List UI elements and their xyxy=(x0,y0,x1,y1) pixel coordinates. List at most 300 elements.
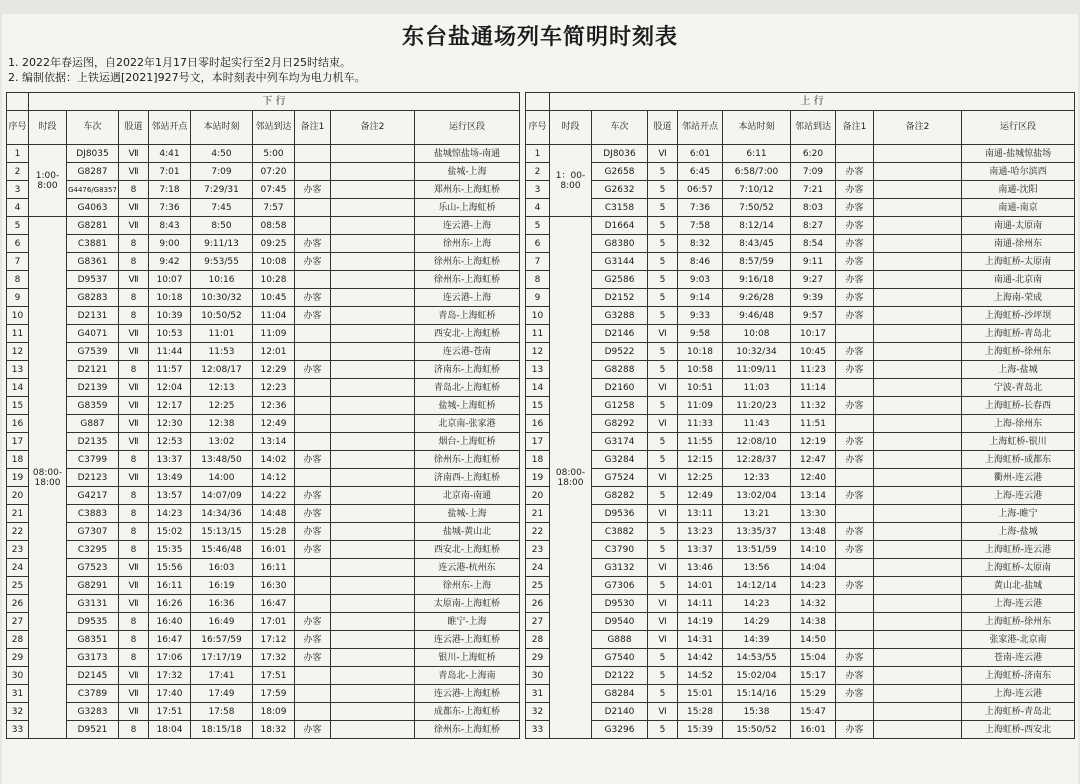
cell-next-arrive: 11:09 xyxy=(253,325,295,343)
table-row xyxy=(7,433,520,451)
cell-seq: 26 xyxy=(7,595,29,613)
cell-train: G8359 xyxy=(67,397,119,415)
cell-track: 5 xyxy=(648,289,678,307)
cell-section: 徐州东-上海虹桥 xyxy=(415,253,520,271)
cell-remark2 xyxy=(331,217,415,235)
cell-station-time: 12:28/37 xyxy=(723,451,791,469)
header-track: 股道 xyxy=(648,111,678,145)
cell-next-arrive: 07:45 xyxy=(253,181,295,199)
table-row xyxy=(7,577,520,595)
cell-next-arrive: 08:58 xyxy=(253,217,295,235)
cell-section: 宁波-青岛北 xyxy=(962,379,1075,397)
cell-next-arrive: 14:32 xyxy=(791,595,836,613)
cell-train: D9522 xyxy=(592,343,648,361)
cell-station-time: 17:49 xyxy=(191,685,253,703)
up-timetable xyxy=(525,92,1075,739)
cell-station-time: 7:29/31 xyxy=(191,181,253,199)
cell-section: 上海虹桥-太原南 xyxy=(962,559,1075,577)
cell-remark1 xyxy=(295,577,331,595)
cell-station-time: 14:29 xyxy=(723,613,791,631)
cell-section: 徐州东-上海 xyxy=(415,577,520,595)
cell-train: G8361 xyxy=(67,253,119,271)
cell-remark2 xyxy=(331,649,415,667)
cell-track: Ⅶ xyxy=(119,577,149,595)
cell-train: G888 xyxy=(592,631,648,649)
cell-station-time: 14:39 xyxy=(723,631,791,649)
cell-remark2 xyxy=(874,181,962,199)
cell-remark1 xyxy=(836,325,874,343)
header-remark2: 备注2 xyxy=(874,111,962,145)
cell-seq: 22 xyxy=(526,523,550,541)
cell-seq: 21 xyxy=(7,505,29,523)
cell-station-time: 12:13 xyxy=(191,379,253,397)
cell-section: 上海虹桥-徐州东 xyxy=(962,613,1075,631)
cell-section: 黄山北-盐城 xyxy=(962,577,1075,595)
cell-prev-depart: 11:44 xyxy=(149,343,191,361)
cell-train: G8281 xyxy=(67,217,119,235)
header-section: 运行区段 xyxy=(415,111,520,145)
cell-seq: 33 xyxy=(7,721,29,739)
cell-period: 1:00-8:00 xyxy=(29,145,67,217)
cell-section: 上海-盐城 xyxy=(962,361,1075,379)
cell-seq: 9 xyxy=(7,289,29,307)
cell-section: 上海南-荣成 xyxy=(962,289,1075,307)
cell-section: 上海-徐州东 xyxy=(962,415,1075,433)
cell-next-arrive: 14:23 xyxy=(791,577,836,595)
cell-section: 北京南-南通 xyxy=(415,487,520,505)
cell-remark2 xyxy=(874,559,962,577)
table-row xyxy=(7,415,520,433)
cell-track: 5 xyxy=(648,307,678,325)
cell-track: Ⅶ xyxy=(119,667,149,685)
cell-remark2 xyxy=(874,415,962,433)
cell-section: 青岛-上海虹桥 xyxy=(415,307,520,325)
cell-remark1 xyxy=(295,379,331,397)
cell-next-arrive: 6:20 xyxy=(791,145,836,163)
cell-section: 徐州东-上海虹桥 xyxy=(415,721,520,739)
cell-track: Ⅶ xyxy=(119,163,149,181)
cell-next-arrive: 12:23 xyxy=(253,379,295,397)
cell-train: D9530 xyxy=(592,595,648,613)
cell-remark1 xyxy=(836,703,874,721)
cell-station-time: 9:16/18 xyxy=(723,271,791,289)
cell-seq: 1 xyxy=(7,145,29,163)
cell-next-arrive: 5:00 xyxy=(253,145,295,163)
cell-next-arrive: 16:01 xyxy=(253,541,295,559)
cell-remark2 xyxy=(331,271,415,289)
table-row xyxy=(7,163,520,181)
cell-section: 成都东-上海虹桥 xyxy=(415,703,520,721)
cell-next-arrive: 11:23 xyxy=(791,361,836,379)
cell-track: Ⅵ xyxy=(648,595,678,613)
cell-prev-depart: 15:28 xyxy=(678,703,723,721)
cell-prev-depart: 15:35 xyxy=(149,541,191,559)
cell-remark2 xyxy=(331,379,415,397)
cell-prev-depart: 10:18 xyxy=(678,343,723,361)
cell-next-arrive: 10:28 xyxy=(253,271,295,289)
cell-remark2 xyxy=(874,631,962,649)
cell-next-arrive: 12:49 xyxy=(253,415,295,433)
cell-prev-depart: 7:36 xyxy=(678,199,723,217)
cell-section: 徐州东-上海 xyxy=(415,235,520,253)
cell-section: 南通-徐州东 xyxy=(962,235,1075,253)
cell-station-time: 11:01 xyxy=(191,325,253,343)
cell-remark2 xyxy=(874,253,962,271)
cell-remark1: 办客 xyxy=(836,253,874,271)
cell-train: G3131 xyxy=(67,595,119,613)
table-row xyxy=(526,325,1075,343)
cell-station-time: 7:09 xyxy=(191,163,253,181)
table-row xyxy=(526,559,1075,577)
cell-section: 苍南-连云港 xyxy=(962,649,1075,667)
cell-next-arrive: 13:48 xyxy=(791,523,836,541)
cell-remark2 xyxy=(331,163,415,181)
cell-train: D9536 xyxy=(592,505,648,523)
table-row xyxy=(526,703,1075,721)
cell-remark1 xyxy=(836,415,874,433)
cell-next-arrive: 16:01 xyxy=(791,721,836,739)
table-row xyxy=(7,307,520,325)
cell-station-time: 8:50 xyxy=(191,217,253,235)
cell-station-time: 16:19 xyxy=(191,577,253,595)
table-row xyxy=(526,199,1075,217)
cell-section: 连云港-上海 xyxy=(415,289,520,307)
table-row xyxy=(7,469,520,487)
cell-next-arrive: 13:30 xyxy=(791,505,836,523)
cell-section: 徐州东-上海虹桥 xyxy=(415,271,520,289)
cell-remark2 xyxy=(874,325,962,343)
cell-section: 连云港-上海虹桥 xyxy=(415,685,520,703)
cell-next-arrive: 17:59 xyxy=(253,685,295,703)
cell-train: G3173 xyxy=(67,649,119,667)
cell-train: D9521 xyxy=(67,721,119,739)
cell-remark1 xyxy=(295,595,331,613)
table-row xyxy=(526,649,1075,667)
header-track: 股道 xyxy=(119,111,149,145)
cell-train: G7523 xyxy=(67,559,119,577)
cell-station-time: 15:50/52 xyxy=(723,721,791,739)
cell-remark1 xyxy=(295,469,331,487)
cell-track: Ⅵ xyxy=(648,145,678,163)
cell-track: 8 xyxy=(119,613,149,631)
cell-track: Ⅵ xyxy=(648,325,678,343)
cell-next-arrive: 12:19 xyxy=(791,433,836,451)
cell-seq: 23 xyxy=(7,541,29,559)
cell-prev-depart: 15:39 xyxy=(678,721,723,739)
cell-prev-depart: 6:45 xyxy=(678,163,723,181)
page-title: 东台盐通场列车简明时刻表 xyxy=(401,25,678,50)
table-row xyxy=(7,685,520,703)
cell-train: D2140 xyxy=(592,703,648,721)
cell-track: 5 xyxy=(648,487,678,505)
cell-train: C3790 xyxy=(592,541,648,559)
cell-station-time: 8:43/45 xyxy=(723,235,791,253)
cell-section: 连云港-杭州东 xyxy=(415,559,520,577)
cell-train: G8380 xyxy=(592,235,648,253)
cell-seq: 17 xyxy=(526,433,550,451)
cell-seq: 32 xyxy=(7,703,29,721)
cell-track: 5 xyxy=(648,361,678,379)
cell-track: 8 xyxy=(119,235,149,253)
header-remark1: 备注1 xyxy=(295,111,331,145)
table-row xyxy=(7,631,520,649)
cell-remark1: 办客 xyxy=(836,289,874,307)
cell-remark2 xyxy=(874,307,962,325)
cell-track: Ⅶ xyxy=(119,199,149,217)
cell-prev-depart: 16:40 xyxy=(149,613,191,631)
cell-train: G8292 xyxy=(592,415,648,433)
cell-train: D2146 xyxy=(592,325,648,343)
cell-next-arrive: 8:27 xyxy=(791,217,836,235)
cell-train: D9537 xyxy=(67,271,119,289)
cell-track: 5 xyxy=(648,451,678,469)
cell-train: G2632 xyxy=(592,181,648,199)
cell-section: 上海-连云港 xyxy=(962,595,1075,613)
cell-track: Ⅵ xyxy=(648,415,678,433)
cell-seq: 27 xyxy=(7,613,29,631)
cell-remark2 xyxy=(874,667,962,685)
cell-prev-depart: 10:18 xyxy=(149,289,191,307)
cell-station-time: 13:35/37 xyxy=(723,523,791,541)
cell-remark1: 办客 xyxy=(836,541,874,559)
cell-remark2 xyxy=(874,379,962,397)
cell-seq: 13 xyxy=(7,361,29,379)
cell-remark2 xyxy=(874,685,962,703)
table-row xyxy=(526,163,1075,181)
header-train: 车次 xyxy=(67,111,119,145)
table-row xyxy=(7,451,520,469)
cell-track: 5 xyxy=(648,343,678,361)
cell-prev-depart: 17:40 xyxy=(149,685,191,703)
cell-seq: 7 xyxy=(526,253,550,271)
header-next-arrive: 邻站到达 xyxy=(791,111,836,145)
cell-train: G8283 xyxy=(67,289,119,307)
cell-track: 5 xyxy=(648,181,678,199)
cell-track: 8 xyxy=(119,523,149,541)
cell-train: DJ8036 xyxy=(592,145,648,163)
header-prev-depart: 邻站开点 xyxy=(678,111,723,145)
table-row xyxy=(7,487,520,505)
cell-section: 南通-盐城惊盐场 xyxy=(962,145,1075,163)
cell-remark1 xyxy=(836,145,874,163)
cell-prev-depart: 13:37 xyxy=(678,541,723,559)
cell-station-time: 13:56 xyxy=(723,559,791,577)
cell-section: 上海虹桥-银川 xyxy=(962,433,1075,451)
cell-prev-depart: 15:01 xyxy=(678,685,723,703)
cell-remark2 xyxy=(331,235,415,253)
cell-next-arrive: 10:08 xyxy=(253,253,295,271)
cell-remark1 xyxy=(295,217,331,235)
cell-seq: 9 xyxy=(526,289,550,307)
cell-station-time: 17:17/19 xyxy=(191,649,253,667)
cell-station-time: 8:57/59 xyxy=(723,253,791,271)
cell-remark2 xyxy=(331,343,415,361)
cell-train: G4071 xyxy=(67,325,119,343)
table-row xyxy=(526,289,1075,307)
cell-prev-depart: 12:49 xyxy=(678,487,723,505)
cell-prev-depart: 8:43 xyxy=(149,217,191,235)
cell-train: G3174 xyxy=(592,433,648,451)
cell-section: 西安北-上海虹桥 xyxy=(415,541,520,559)
cell-station-time: 7:50/52 xyxy=(723,199,791,217)
cell-remark1: 办客 xyxy=(836,181,874,199)
cell-section: 上海虹桥-青岛北 xyxy=(962,703,1075,721)
header-station-time: 本站时刻 xyxy=(723,111,791,145)
cell-remark1: 办客 xyxy=(295,289,331,307)
table-row xyxy=(526,667,1075,685)
cell-remark2 xyxy=(874,577,962,595)
cell-remark1: 办客 xyxy=(836,667,874,685)
cell-section: 上海虹桥-成都东 xyxy=(962,451,1075,469)
cell-track: Ⅵ xyxy=(648,379,678,397)
cell-remark2 xyxy=(874,721,962,739)
cell-remark1: 办客 xyxy=(836,343,874,361)
table-row xyxy=(7,217,520,235)
cell-remark2 xyxy=(874,451,962,469)
cell-prev-depart: 12:25 xyxy=(678,469,723,487)
cell-track: 5 xyxy=(648,271,678,289)
cell-prev-depart: 14:19 xyxy=(678,613,723,631)
table-row xyxy=(526,397,1075,415)
cell-seq: 31 xyxy=(7,685,29,703)
cell-track: 5 xyxy=(648,721,678,739)
cell-station-time: 16:03 xyxy=(191,559,253,577)
cell-track: Ⅶ xyxy=(119,685,149,703)
cell-seq: 24 xyxy=(7,559,29,577)
cell-remark2 xyxy=(331,199,415,217)
cell-track: Ⅵ xyxy=(648,469,678,487)
cell-train: G7306 xyxy=(592,577,648,595)
cell-remark1 xyxy=(295,145,331,163)
header-seq: 序号 xyxy=(526,111,550,145)
down-timetable xyxy=(6,92,520,739)
cell-remark2 xyxy=(874,397,962,415)
cell-prev-depart: 13:37 xyxy=(149,451,191,469)
cell-remark2 xyxy=(874,235,962,253)
cell-track: 8 xyxy=(119,721,149,739)
cell-track: Ⅶ xyxy=(119,595,149,613)
cell-train: C3789 xyxy=(67,685,119,703)
cell-remark2 xyxy=(874,523,962,541)
cell-prev-depart: 12:17 xyxy=(149,397,191,415)
cell-remark2 xyxy=(874,595,962,613)
cell-train: C3883 xyxy=(67,505,119,523)
cell-next-arrive: 12:47 xyxy=(791,451,836,469)
cell-station-time: 11:43 xyxy=(723,415,791,433)
cell-station-time: 17:58 xyxy=(191,703,253,721)
cell-track: 8 xyxy=(119,541,149,559)
cell-remark2 xyxy=(331,469,415,487)
cell-remark2 xyxy=(874,541,962,559)
cell-track: 5 xyxy=(648,235,678,253)
table-row xyxy=(7,145,520,163)
note-1: 1. 2022年春运图，自2022年1月17日零时起实行至2月日25时结束。 xyxy=(8,56,351,69)
cell-seq: 2 xyxy=(7,163,29,181)
cell-remark2 xyxy=(331,631,415,649)
cell-track: 5 xyxy=(648,541,678,559)
cell-section: 郑州东-上海虹桥 xyxy=(415,181,520,199)
cell-next-arrive: 13:14 xyxy=(791,487,836,505)
cell-seq: 7 xyxy=(7,253,29,271)
cell-remark2 xyxy=(331,505,415,523)
cell-next-arrive: 14:38 xyxy=(791,613,836,631)
cell-track: Ⅶ xyxy=(119,559,149,577)
cell-remark2 xyxy=(874,469,962,487)
cell-remark2 xyxy=(331,721,415,739)
cell-seq: 4 xyxy=(526,199,550,217)
cell-remark2 xyxy=(874,217,962,235)
cell-prev-depart: 13:57 xyxy=(149,487,191,505)
cell-remark1: 办客 xyxy=(836,487,874,505)
cell-remark2 xyxy=(331,289,415,307)
cell-remark1 xyxy=(836,613,874,631)
cell-station-time: 9:46/48 xyxy=(723,307,791,325)
cell-section: 烟台-上海虹桥 xyxy=(415,433,520,451)
direction-label: 上 行 xyxy=(550,93,1075,111)
cell-remark1: 办客 xyxy=(295,649,331,667)
cell-remark1 xyxy=(295,667,331,685)
cell-remark1: 办客 xyxy=(836,271,874,289)
cell-prev-depart: 13:49 xyxy=(149,469,191,487)
cell-next-arrive: 18:09 xyxy=(253,703,295,721)
cell-remark2 xyxy=(331,325,415,343)
cell-seq: 5 xyxy=(7,217,29,235)
cell-period: 1：00-8:00 xyxy=(550,145,592,217)
cell-track: 8 xyxy=(119,361,149,379)
cell-prev-depart: 13:46 xyxy=(678,559,723,577)
cell-train: G7307 xyxy=(67,523,119,541)
cell-remark1: 办客 xyxy=(295,307,331,325)
cell-section: 徐州东-上海虹桥 xyxy=(415,451,520,469)
cell-next-arrive: 7:09 xyxy=(791,163,836,181)
cell-prev-depart: 17:51 xyxy=(149,703,191,721)
cell-seq: 19 xyxy=(7,469,29,487)
cell-track: 8 xyxy=(119,289,149,307)
table-row xyxy=(7,505,520,523)
cell-remark2 xyxy=(874,613,962,631)
cell-remark1: 办客 xyxy=(295,631,331,649)
cell-train: D2160 xyxy=(592,379,648,397)
cell-seq: 27 xyxy=(526,613,550,631)
cell-train: D1664 xyxy=(592,217,648,235)
cell-prev-depart: 16:47 xyxy=(149,631,191,649)
cell-section: 银川-上海虹桥 xyxy=(415,649,520,667)
cell-remark1: 办客 xyxy=(836,235,874,253)
cell-station-time: 11:09/11 xyxy=(723,361,791,379)
cell-station-time: 8:12/14 xyxy=(723,217,791,235)
table-row xyxy=(526,451,1075,469)
cell-station-time: 15:02/04 xyxy=(723,667,791,685)
cell-train: C3799 xyxy=(67,451,119,469)
cell-track: Ⅶ xyxy=(119,397,149,415)
cell-remark1: 办客 xyxy=(836,721,874,739)
cell-next-arrive: 14:12 xyxy=(253,469,295,487)
cell-track: 5 xyxy=(648,649,678,667)
cell-prev-depart: 11:33 xyxy=(678,415,723,433)
cell-remark1 xyxy=(836,631,874,649)
cell-section: 上海虹桥-济南东 xyxy=(962,667,1075,685)
cell-remark2 xyxy=(874,145,962,163)
cell-seq: 3 xyxy=(526,181,550,199)
cell-remark1 xyxy=(836,595,874,613)
header-period: 时段 xyxy=(550,111,592,145)
cell-station-time: 14:00 xyxy=(191,469,253,487)
cell-seq: 32 xyxy=(526,703,550,721)
table-row xyxy=(7,703,520,721)
cell-section: 盐城-上海 xyxy=(415,163,520,181)
cell-next-arrive: 11:32 xyxy=(791,397,836,415)
cell-remark1 xyxy=(836,379,874,397)
